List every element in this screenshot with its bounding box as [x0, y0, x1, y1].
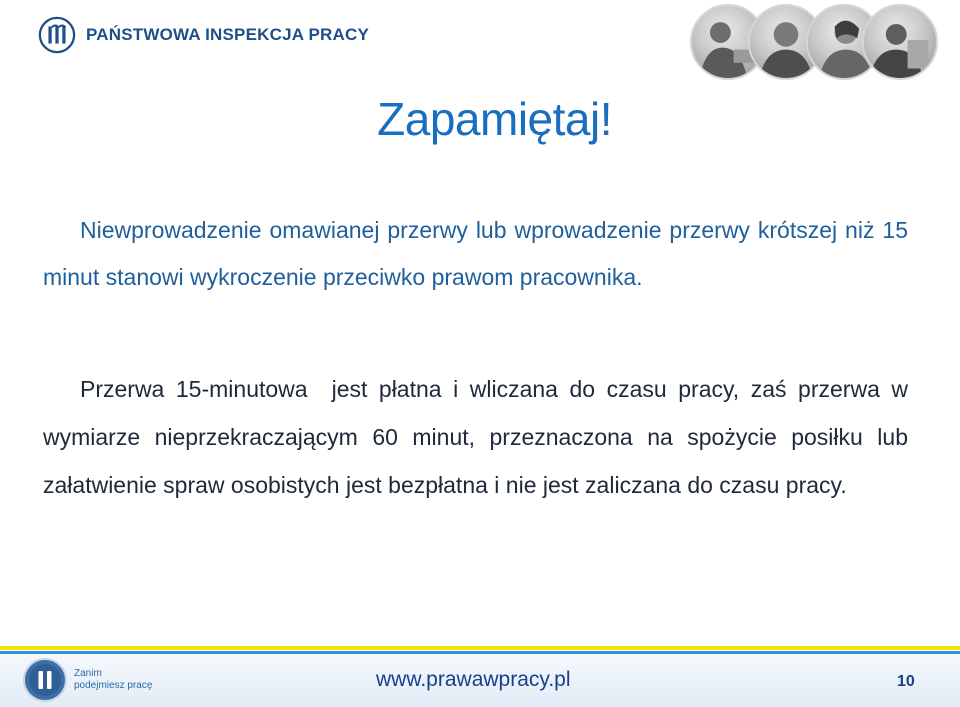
footer-tagline-line-1: Zanim [74, 668, 102, 679]
footer-logo [22, 657, 152, 703]
pause-icon [22, 657, 68, 703]
paragraph-2 [43, 365, 908, 509]
paragraph-2-rest: jest płatna i wliczana do czasu pracy, zaś przerwa w wymiarze nieprzekraczającym 60 minut, przeznaczona na spożycie posiłku lub załatwienie spraw osobistych jest bezpłatna i nie jest zaliczana do czasu pracy. [43, 376, 909, 498]
footer-tagline-line-2: podejmiesz pracę [74, 680, 153, 691]
photo-worker-4 [862, 4, 938, 80]
footer-tagline [74, 668, 152, 692]
page-number: 10 [897, 673, 915, 690]
footer-bar [0, 654, 960, 707]
org-name: PAŃSTWOWA INSPEKCJA PRACY [86, 25, 370, 44]
footer-url-link[interactable]: www.prawawpracy.pl [376, 668, 571, 691]
paragraph-1: Niewprowadzenie omawianej przerwy lub wprowadzenie przerwy krótszej niż 15 minut stanowi wykroczenie przeciwko prawom pracownika. [43, 217, 908, 290]
footer-stripes [0, 646, 960, 654]
slide-title: Zapamiętaj! [377, 93, 612, 145]
header-photos [690, 2, 938, 82]
paragraph-2-lead: Przerwa 15-minutowa [80, 376, 308, 402]
header-logo [38, 16, 369, 54]
pip-emblem-icon [38, 16, 76, 54]
